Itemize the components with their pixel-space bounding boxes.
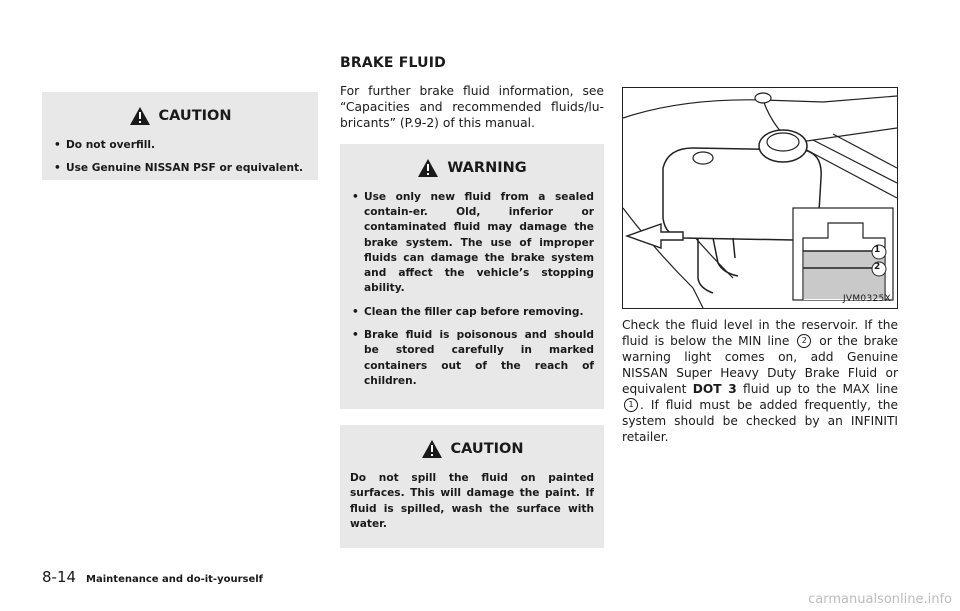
caution-header <box>52 106 308 126</box>
para-text-1: Check the fluid level in the reservoir. If the fluid is below the MIN line <box>622 318 898 348</box>
caution-item: • Use Genuine NISSAN PSF or equivalent. <box>52 161 308 176</box>
warning-triangle-icon <box>421 439 443 459</box>
callout-1: 1 <box>874 245 881 255</box>
dot3-label: DOT 3 <box>692 382 737 396</box>
warning-triangle-icon <box>129 106 151 126</box>
caution-title: CAUTION <box>450 441 524 458</box>
warning-item: • Use only new fluid from a sealed contain-er. Old, inferior or contaminated fluid may damage the brake system. The use of improper fluids can damage the brake system and affect the vehicle’s stopping ability. <box>350 190 594 297</box>
column-middle <box>340 55 604 548</box>
brake-reservoir-figure <box>622 87 898 309</box>
caution-box-2 <box>340 425 604 548</box>
callout-2: 2 <box>874 262 881 272</box>
caution-header <box>350 439 594 459</box>
warning-triangle-icon <box>417 158 439 178</box>
warning-item: • Clean the filler cap before removing. <box>350 305 594 320</box>
brake-reservoir-illustration <box>623 88 897 308</box>
warning-item: • Brake fluid is poisonous and should be stored carefully in marked containers out of the reach of children. <box>350 328 594 389</box>
watermark: carmanualsonline.info <box>808 592 952 607</box>
caution-title: CAUTION <box>158 108 232 124</box>
warning-box <box>340 144 604 410</box>
page-footer <box>42 568 263 586</box>
check-level-paragraph <box>622 317 898 445</box>
para-text-2: or the brake warning light comes on, add Genuine NISSAN Super Heavy Duty Brake Fluid or equivalent <box>622 334 899 396</box>
column-left <box>42 92 318 180</box>
warning-list <box>350 190 594 390</box>
section-title: BRAKE FLUID <box>340 55 446 71</box>
para-text-4: . If fluid must be added frequently, the system should be checked by an INFINITI retailer. <box>622 398 898 444</box>
max-line-callout: 1 <box>624 398 638 412</box>
figure-code: JVM0325X <box>842 294 891 304</box>
caution-list <box>52 138 308 177</box>
para-text-3: fluid up to the MAX line <box>743 382 899 396</box>
warning-title: WARNING <box>447 159 527 176</box>
column-right <box>622 78 898 445</box>
warning-header <box>350 158 594 178</box>
caution-item: • Do not overfill. <box>52 138 308 153</box>
caution-box-1 <box>42 92 318 180</box>
footer-section-name: Maintenance and do-it-yourself <box>86 574 264 585</box>
page-number: 8-14 <box>42 568 77 586</box>
intro-paragraph: For further brake fluid information, see “Capacities and recommended fluids/lu-bricants” (P.9-2) of this manual. <box>340 84 604 131</box>
min-line-callout: 2 <box>797 334 811 348</box>
caution-text: Do not spill the fluid on painted surfaces. This will damage the paint. If fluid is spilled, wash the surface with water. <box>350 472 594 531</box>
